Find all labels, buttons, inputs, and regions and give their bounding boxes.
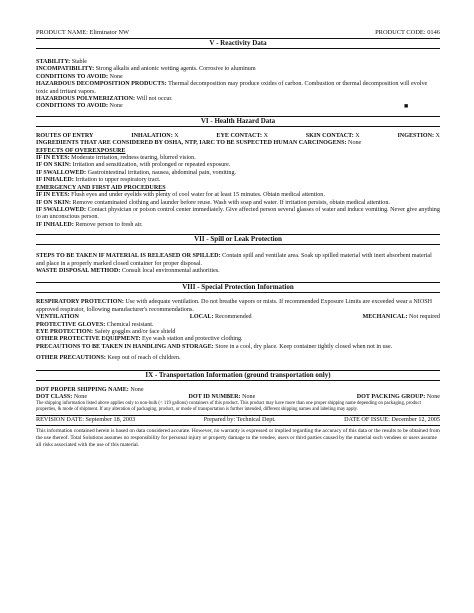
disclaimer: This information contained herein is based on data considered accurate. However, no warranty is expressed or implied regarding the accuracy of this data or the results to be obtained from the use thereof. Total Solutions assumes no responsibility for personal injury or property damage to the vendee, users or third parties caused by the material such vendees or users assume all risks associated with the use of this material. — [36, 428, 440, 448]
section-title-transport: IX - Transportation Information (ground transportation only) — [36, 370, 440, 381]
carcinogens-line: INGREDIENTS THAT ARE CONSIDERED BY OSHA, NTP, IARC TO BE SUSPECTED HUMAN CARCINOGENS: None — [36, 140, 362, 147]
respiratory-protection-line: RESPIRATORY PROTECTION: Use with adequate ventilation. Do not breathe vapors or mists. If recommended Exposure Limits are exceeded wear a NIOSH approved respirator, following manufacturer's recommendations. — [36, 299, 433, 313]
effects-inhaled-line: IF INHALED: Irritation to upper respiratory tract. — [36, 177, 161, 184]
stability-line: STABILITY: Stable — [36, 59, 87, 65]
dot-class-row: DOT CLASS: None DOT ID NUMBER: None DOT PACKING GROUP: None — [36, 394, 440, 400]
spill-steps-line: STEPS TO BE TAKEN IF MATERIAL IS RELEASED OR SPILLED: Contain spill and ventilate area. Soak up spilled material with inert absorbent material and place in a properly marked closed container for proper disposal. — [36, 253, 432, 267]
effects-eyes-line: IF IN EYES: Moderate irritation, redness tearing, blurred vision. — [36, 155, 196, 162]
page-header — [36, 29, 440, 37]
incompatibility-line: INCOMPATIBILITY: Strong alkalis and anionic wetting agents. Corrosive to aluminum — [36, 66, 256, 73]
first-aid-skin-line: IF ON SKIN: Remove contaminated clothing and launder before reuse. Wash with soap and water. If irritation persists, obtain medical attention. — [36, 199, 390, 206]
first-aid-inhaled-line: IF INHALED: Remove person to fresh air. — [36, 221, 143, 228]
dot-shipping-name-line: DOT PROPER SHIPPING NAME: None — [36, 386, 144, 393]
section-title-protection: VIII - Special Protection Information — [36, 282, 440, 293]
section-title-reactivity: V - Reactivity Data — [36, 38, 440, 49]
waste-disposal-line: WASTE DISPOSAL METHOD: Consult local environmental authorities. — [36, 267, 220, 274]
other-precautions-line: OTHER PRECAUTIONS: Keep out of reach of children. — [36, 355, 181, 362]
routes-of-entry-row: ROUTES OF ENTRY INHALATION: X EYE CONTACT: X SKIN CONTACT: X INGESTION: X — [36, 132, 440, 139]
stray-mark-icon: ■ — [404, 102, 409, 111]
section-title-spill: VII - Spill or Leak Protection — [36, 234, 440, 245]
hazardous-decomposition-line: HAZARDOUS DECOMPOSITION PRODUCTS: Thermal decomposition may produce oxides of carbon. Combustion or thermal decomposition will evolve toxic and irritant vapors. — [36, 81, 428, 95]
handling-storage-line: PRECAUTIONS TO BE TAKEN IN HANDLING AND STORAGE: Store in a cool, dry place. Keep container tightly closed when not in use. — [36, 343, 393, 350]
effects-swallowed-line: IF SWALLOWED: Gastrointestinal irritation, nausea, abdominal pain, vomiting. — [36, 169, 237, 176]
product-name: PRODUCT NAME: Eliminator NW — [36, 29, 130, 36]
other-protective-equipment-line: OTHER PROTECTIVE EQUIPMENT: Eye wash station and protective clothing. — [36, 336, 243, 343]
first-aid-heading: EMERGENCY AND FIRST AID PROCEDURES — [36, 184, 166, 191]
msds-page — [36, 29, 440, 448]
product-code: PRODUCT CODE: 0146 — [375, 29, 440, 36]
protective-gloves-line: PROTECTIVE GLOVES: Chemical resistant. — [36, 321, 154, 328]
prepared-by: Prepared by: Technical Dept. — [203, 416, 276, 424]
revision-date: REVISION DATE: September 18, 2003 — [36, 416, 136, 424]
first-aid-eyes-line: IF IN EYES: Flush eyes and under eyelids with plenty of cool water for at least 15 minutes. Obtain medical attention. — [36, 192, 325, 199]
section-title-health: VI - Health Hazard Data — [36, 116, 440, 127]
eye-protection-line: EYE PROTECTION: Safety goggles and/or face shield — [36, 328, 176, 335]
effects-skin-line: IF ON SKIN: Irritation and sensitization, with prolonged or repeated exposure. — [36, 162, 231, 169]
date-of-issue: DATE OF ISSUE: December 12, 2005 — [344, 416, 440, 424]
conditions-to-avoid-line: CONDITIONS TO AVOID: None — [36, 73, 123, 80]
ventilation-row: VENTILATION LOCAL: Recommended MECHANICAL: Not required — [36, 314, 440, 321]
hazardous-polymerization-line: HAZARDOUS POLYMERIZATION: Will not occur. — [36, 96, 173, 103]
revision-row — [36, 415, 440, 424]
shipping-fine-print: The shipping information listed above applies only to non-bulk (< 119 gallons) containers of this product. This product may have more than one proper shipping name depending on packaging, product properties, & mode of shipment. If any alteration of packaging, product, or mode of transportation is further intended, different shipping names and labeling may apply. — [36, 401, 421, 413]
first-aid-swallowed-line: IF SWALLOWED: Contact physician or poison control center immediately. Give affected person several glasses of water and induce vomiting. Never give anything to an unconscious person. — [36, 206, 440, 221]
effects-heading: EFFECTS OF OVEREXPOSURE — [36, 147, 126, 154]
conditions-to-avoid-2-line: CONDITIONS TO AVOID: None ■ — [36, 102, 409, 111]
